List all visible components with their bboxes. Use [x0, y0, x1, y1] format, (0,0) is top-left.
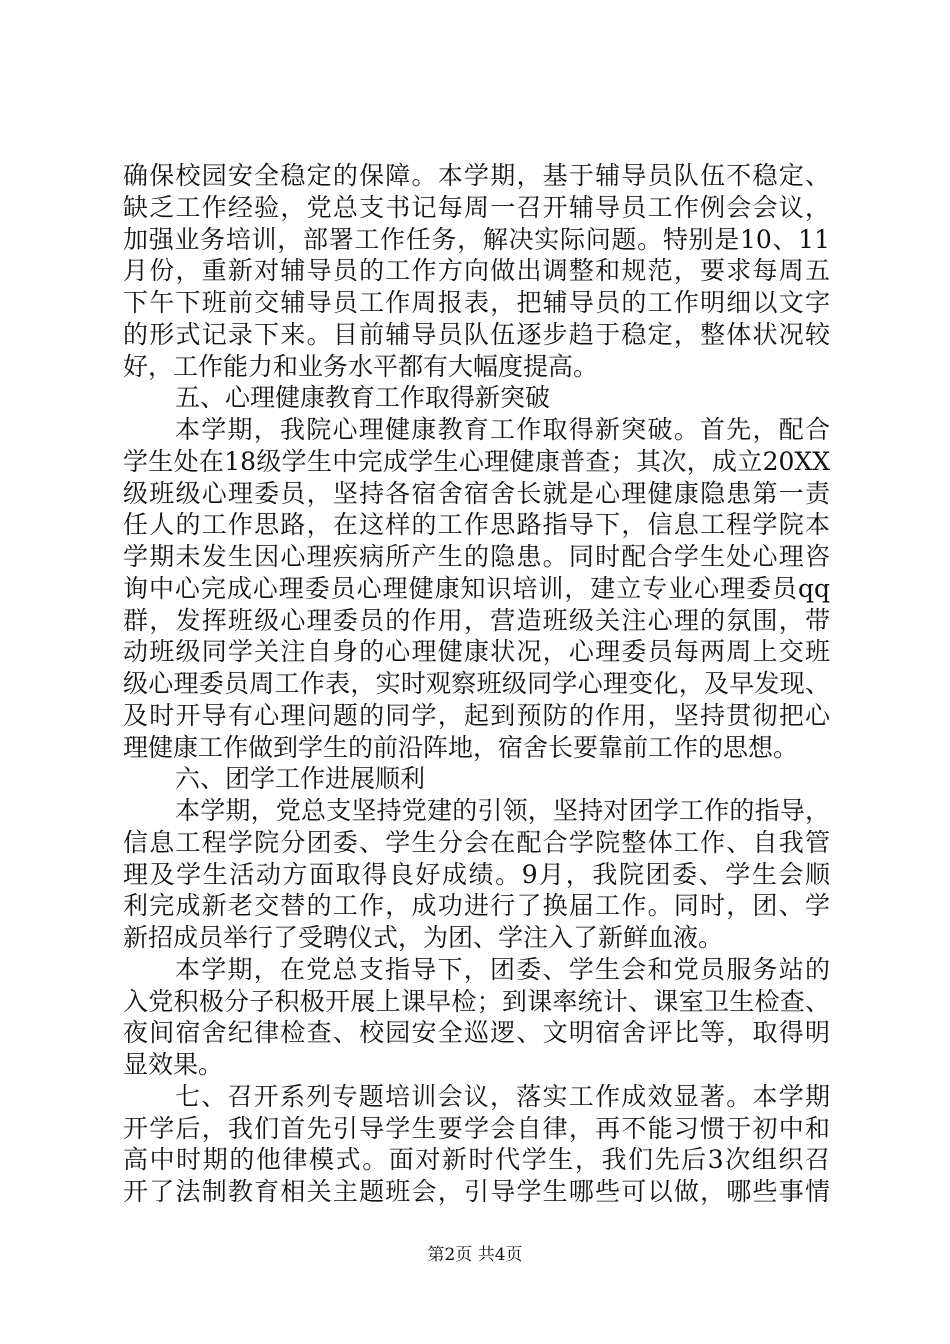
text-line: 学生处在18级学生中完成学生心理健康普查；其次，成立20XX: [123, 446, 830, 476]
text-line: 理健康工作做到学生的前沿阵地，宿舍长要靠前工作的思想。: [123, 732, 799, 762]
document-body: [123, 160, 830, 1208]
text-line: 本学期，我院心理健康教育工作取得新突破。首先，配合: [175, 415, 830, 444]
text-line: 理及学生活动方面取得良好成绩。9月，我院团委、学生会顺: [123, 859, 830, 889]
text-line: 新招成员举行了受聘仪式，为团、学注入了新鲜血液。: [123, 923, 724, 952]
text-line: 询中心完成心理委员心理健康知识培训，建立专业心理委员qq: [123, 573, 830, 603]
text-line: 缺乏工作经验，党总支书记每周一召开辅导员工作例会会议，: [123, 192, 830, 222]
text-line: 及时开导有心理问题的同学，起到预防的作用，坚持贯彻把心: [123, 700, 830, 730]
text-line: 开了法制教育相关主题班会，引导学生哪些可以做，哪些事情: [123, 1177, 830, 1206]
text-line: 利完成新老交替的工作，成功进行了换届工作。同时，团、学: [123, 891, 830, 921]
page-number-footer: 第2页 共4页: [427, 1245, 523, 1265]
text-line: 下午下班前交辅导员工作周报表，把辅导员的工作明细以文字: [123, 288, 830, 317]
text-line: 显效果。: [123, 1050, 224, 1079]
text-line: 好，工作能力和业务水平都有大幅度提高。: [123, 351, 599, 381]
text-line: 信息工程学院分团委、学生分会在配合学院整体工作、自我管: [123, 827, 830, 857]
text-line: 开学后，我们首先引导学生要学会自律，再不能习惯于初中和: [123, 1113, 830, 1143]
text-line: 任人的工作思路，在这样的工作思路指导下，信息工程学院本: [123, 510, 830, 540]
text-line: 群，发挥班级心理委员的作用，营造班级关注心理的氛围，带: [123, 605, 830, 635]
text-line: 夜间宿舍纪律检查、校园安全巡逻、文明宿舍评比等，取得明: [123, 1018, 830, 1048]
text-line: 月份，重新对辅导员的工作方向做出调整和规范，要求每周五: [123, 256, 830, 286]
text-line: 入党积极分子积极开展上课早检；到课率统计、课室卫生检查、: [123, 986, 830, 1016]
section-heading: 七、召开系列专题培训会议，落实工作成效显著。本学期: [175, 1081, 830, 1111]
text-line: 学期未发生因心理疾病所产生的隐患。同时配合学生处心理咨: [123, 542, 830, 571]
text-line: 的形式记录下来。目前辅导员队伍逐步趋于稳定，整体状况较: [123, 319, 830, 349]
text-line: 本学期，党总支坚持党建的引领，坚持对团学工作的指导，: [175, 796, 830, 825]
text-line: 高中时期的他律模式。面对新时代学生，我们先后3次组织召: [123, 1145, 830, 1175]
text-line: 级班级心理委员，坚持各宿舍宿舍长就是心理健康隐患第一责: [123, 478, 830, 508]
text-line: 加强业务培训，部署工作任务，解决实际问题。特别是10、11: [123, 224, 830, 254]
text-line: 级心理委员周工作表，实时观察班级同学心理变化，及早发现、: [123, 669, 830, 698]
section-heading: 五、心理健康教育工作取得新突破: [175, 383, 551, 413]
text-line: 动班级同学关注自身的心理健康状况，心理委员每两周上交班: [123, 637, 830, 667]
section-heading: 六、团学工作进展顺利: [175, 764, 426, 794]
text-line: 确保校园安全稳定的保障。本学期，基于辅导员队伍不稳定、: [123, 161, 830, 190]
text-line: 本学期，在党总支指导下，团委、学生会和党员服务站的: [175, 954, 830, 984]
